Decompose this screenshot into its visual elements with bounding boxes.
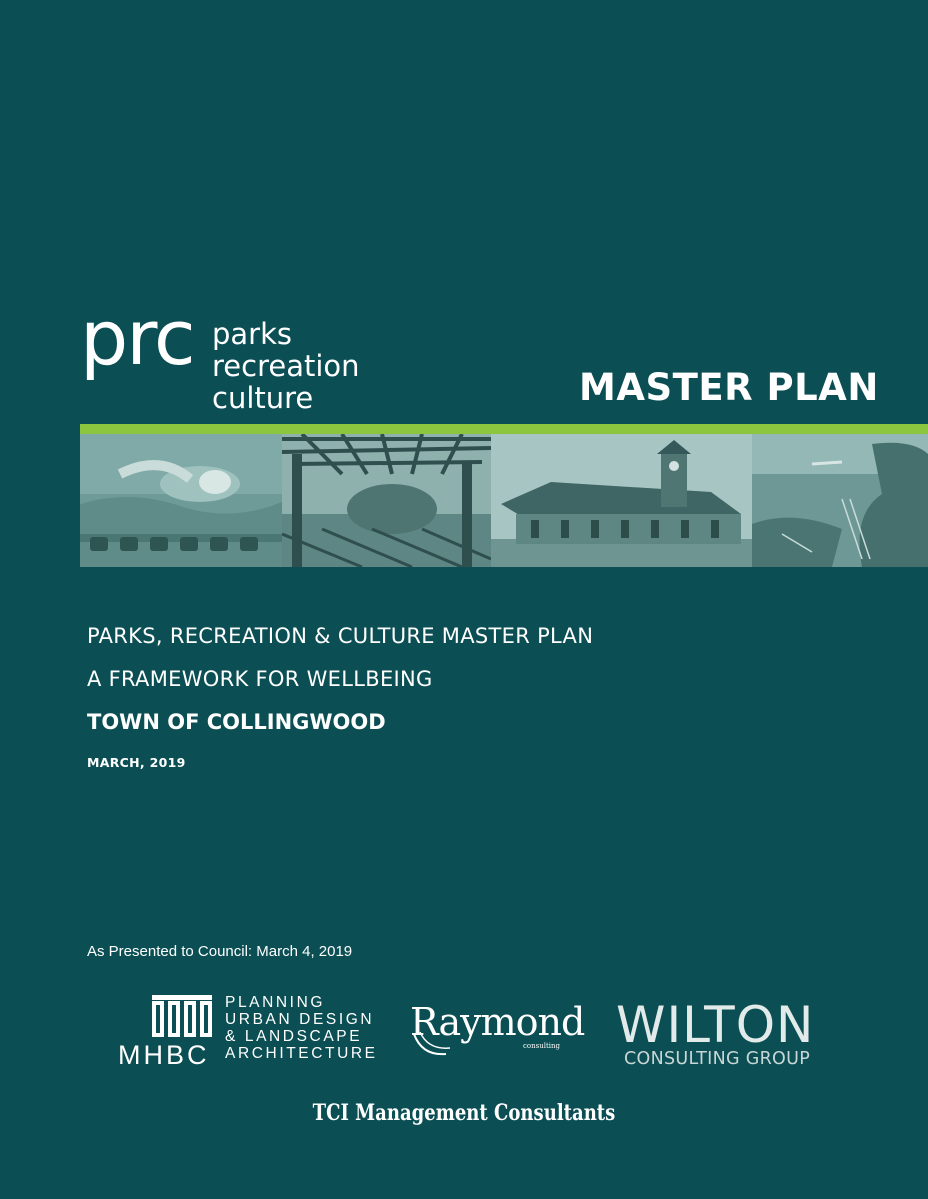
- mhbc-logo-name: MHBC: [118, 1040, 210, 1070]
- train-station-photo: [491, 434, 752, 567]
- mhbc-line-1: PLANNING: [225, 994, 326, 1011]
- swimmer-photo: [80, 434, 282, 567]
- mhbc-line-4: ARCHITECTURE: [225, 1045, 378, 1062]
- accent-bar: [80, 424, 928, 434]
- mhbc-logo-icon: [152, 995, 214, 1042]
- raymond-swoosh-icon: [412, 1030, 452, 1065]
- mhbc-logo-tagline: [225, 994, 378, 1062]
- photo-strip: [80, 434, 928, 567]
- wilton-logo-name: WILTON: [616, 996, 815, 1054]
- raymond-logo-name: Raymond: [410, 1000, 585, 1044]
- tci-logo-name: TCI Management Consultants: [312, 1100, 616, 1126]
- prc-logo-mark: prc: [80, 293, 194, 382]
- mhbc-line-2: URBAN DESIGN: [225, 1011, 375, 1028]
- raymond-logo-sub: consulting: [523, 1042, 561, 1050]
- wilton-logo-sub: CONSULTING GROUP: [624, 1049, 811, 1069]
- plan-title: PARKS, RECREATION & CULTURE MASTER PLAN: [87, 624, 594, 648]
- plan-subtitle: A FRAMEWORK FOR WELLBEING: [87, 667, 433, 691]
- town-name: TOWN OF COLLINGWOOD: [87, 710, 386, 734]
- harbour-aerial-photo: [752, 434, 928, 567]
- prc-logo-words: [212, 318, 360, 414]
- logo-word-culture: culture: [212, 381, 314, 415]
- logo-word-recreation: recreation: [212, 349, 360, 383]
- pergola-photo: [282, 434, 491, 567]
- master-plan-heading: MASTER PLAN: [579, 366, 879, 409]
- mhbc-line-3: & LANDSCAPE: [225, 1028, 363, 1045]
- presented-note: As Presented to Council: March 4, 2019: [87, 943, 353, 960]
- logo-word-parks: parks: [212, 317, 293, 351]
- publication-date: MARCH, 2019: [87, 755, 186, 770]
